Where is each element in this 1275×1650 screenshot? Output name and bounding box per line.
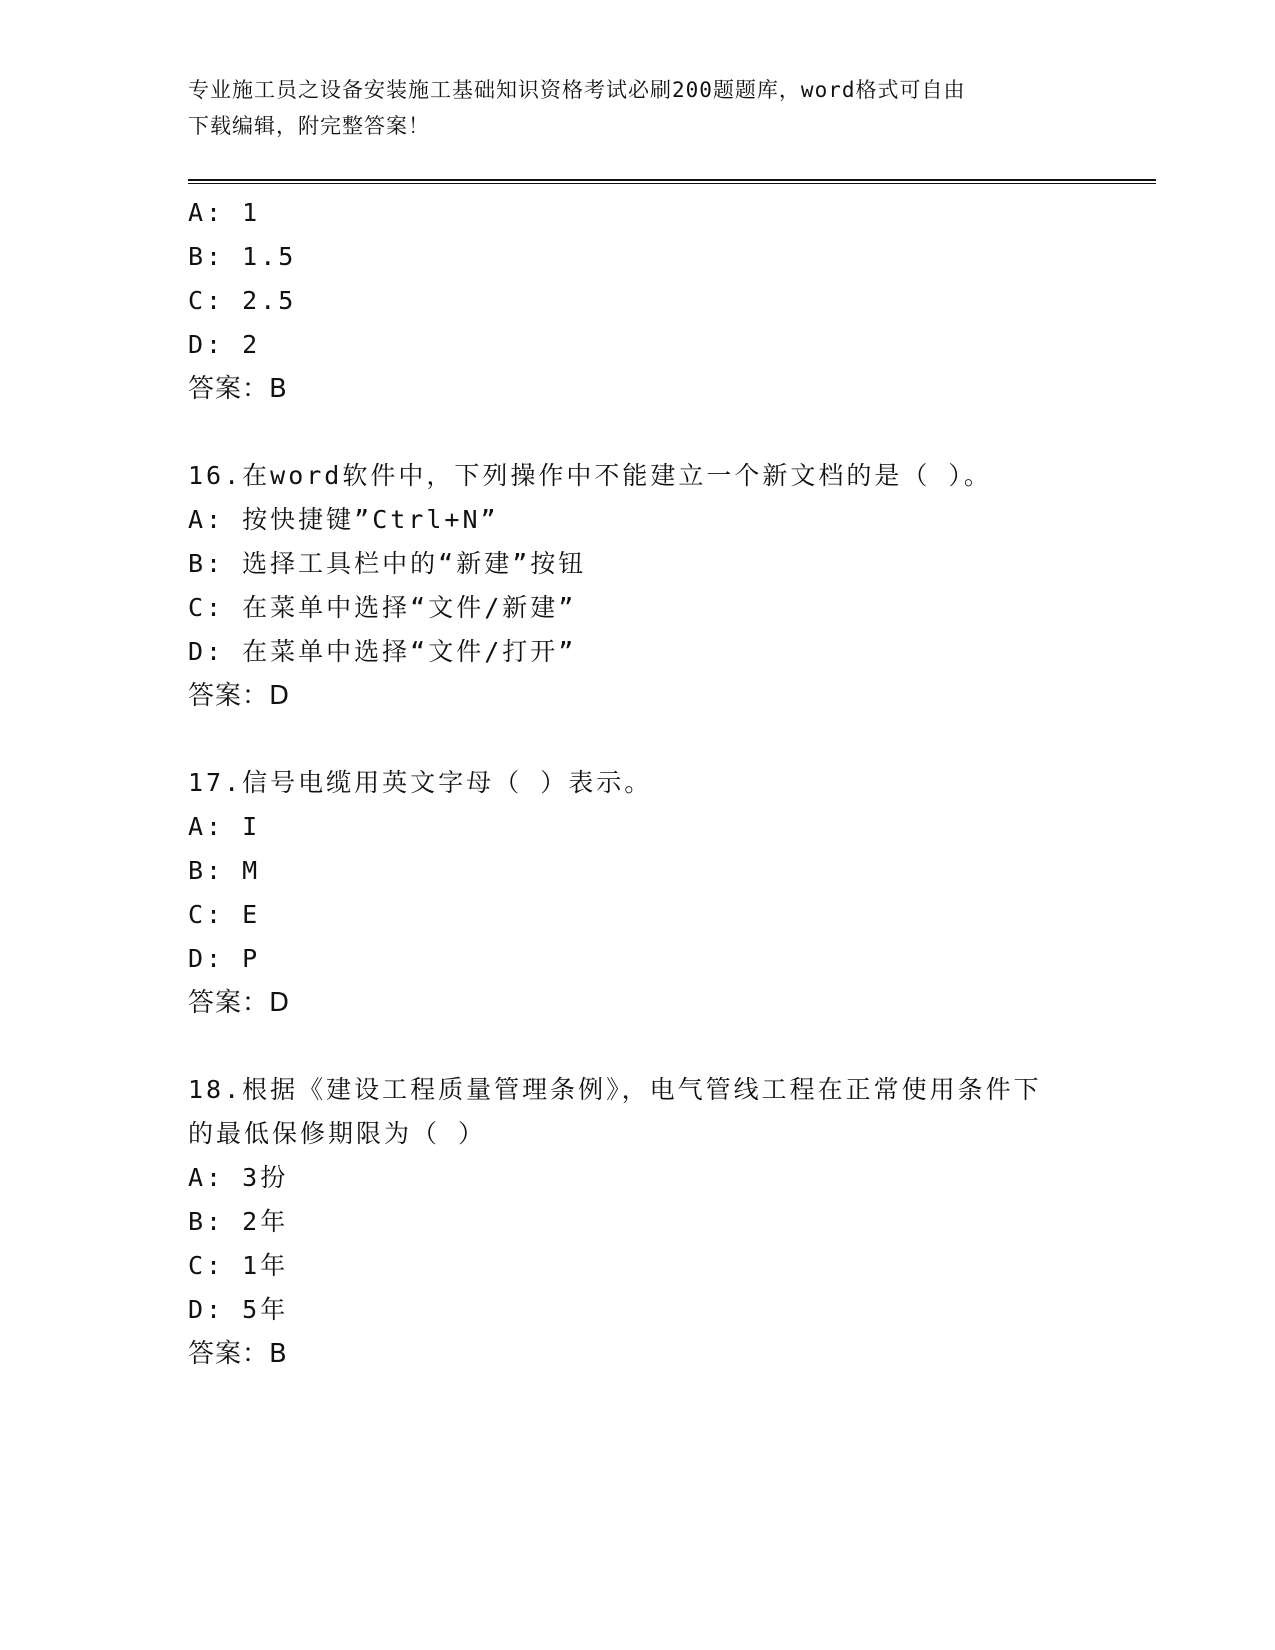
header-divider-thin xyxy=(188,183,1156,184)
document-header xyxy=(188,72,1068,144)
q16-option-b: B: 选择工具栏中的“新建”按钮 xyxy=(188,549,587,578)
q16-answer: 答案：D xyxy=(188,681,291,711)
q15-option-b: B: 1.5 xyxy=(188,242,297,271)
q17-option-c: C: E xyxy=(188,900,261,929)
q16-option-d: D: 在菜单中选择“文件/打开” xyxy=(188,637,577,666)
q17-option-b: B: M xyxy=(188,856,261,885)
q18-answer: 答案：B xyxy=(188,1339,288,1369)
q18-option-c: C: 1年 xyxy=(188,1251,289,1280)
q17-answer: 答案：D xyxy=(188,988,291,1018)
q17-question: 17.信号电缆用英文字母（ ）表示。 xyxy=(188,768,653,797)
q16-question: 16.在word软件中，下列操作中不能建立一个新文档的是（ ）。 xyxy=(188,461,992,490)
q18-question-line-2: 的最低保修期限为（ ） xyxy=(188,1119,487,1148)
q18-option-d: D: 5年 xyxy=(188,1295,289,1324)
q17-option-a: A: I xyxy=(188,812,261,841)
header-divider xyxy=(188,179,1156,181)
q18-question-line-1: 18.根据《建设工程质量管理条例》，电气管线工程在正常使用条件下 xyxy=(188,1075,1042,1104)
q18-option-b: B: 2年 xyxy=(188,1207,289,1236)
q15-option-a: A: 1 xyxy=(188,198,261,227)
q15-option-d: D: 2 xyxy=(188,330,261,359)
q16-option-c: C: 在菜单中选择“文件/新建” xyxy=(188,593,577,622)
q18-option-a: A: 3扮 xyxy=(188,1163,289,1192)
header-line-2: 下载编辑，附完整答案！ xyxy=(188,114,430,138)
q15-answer: 答案：B xyxy=(188,374,288,404)
q17-option-d: D: P xyxy=(188,944,261,973)
q15-option-c: C: 2.5 xyxy=(188,286,297,315)
header-line-1: 专业施工员之设备安装施工基础知识资格考试必刷200题题库，word格式可自由 xyxy=(188,78,966,102)
q16-option-a: A: 按快捷键”Ctrl+N” xyxy=(188,505,499,534)
